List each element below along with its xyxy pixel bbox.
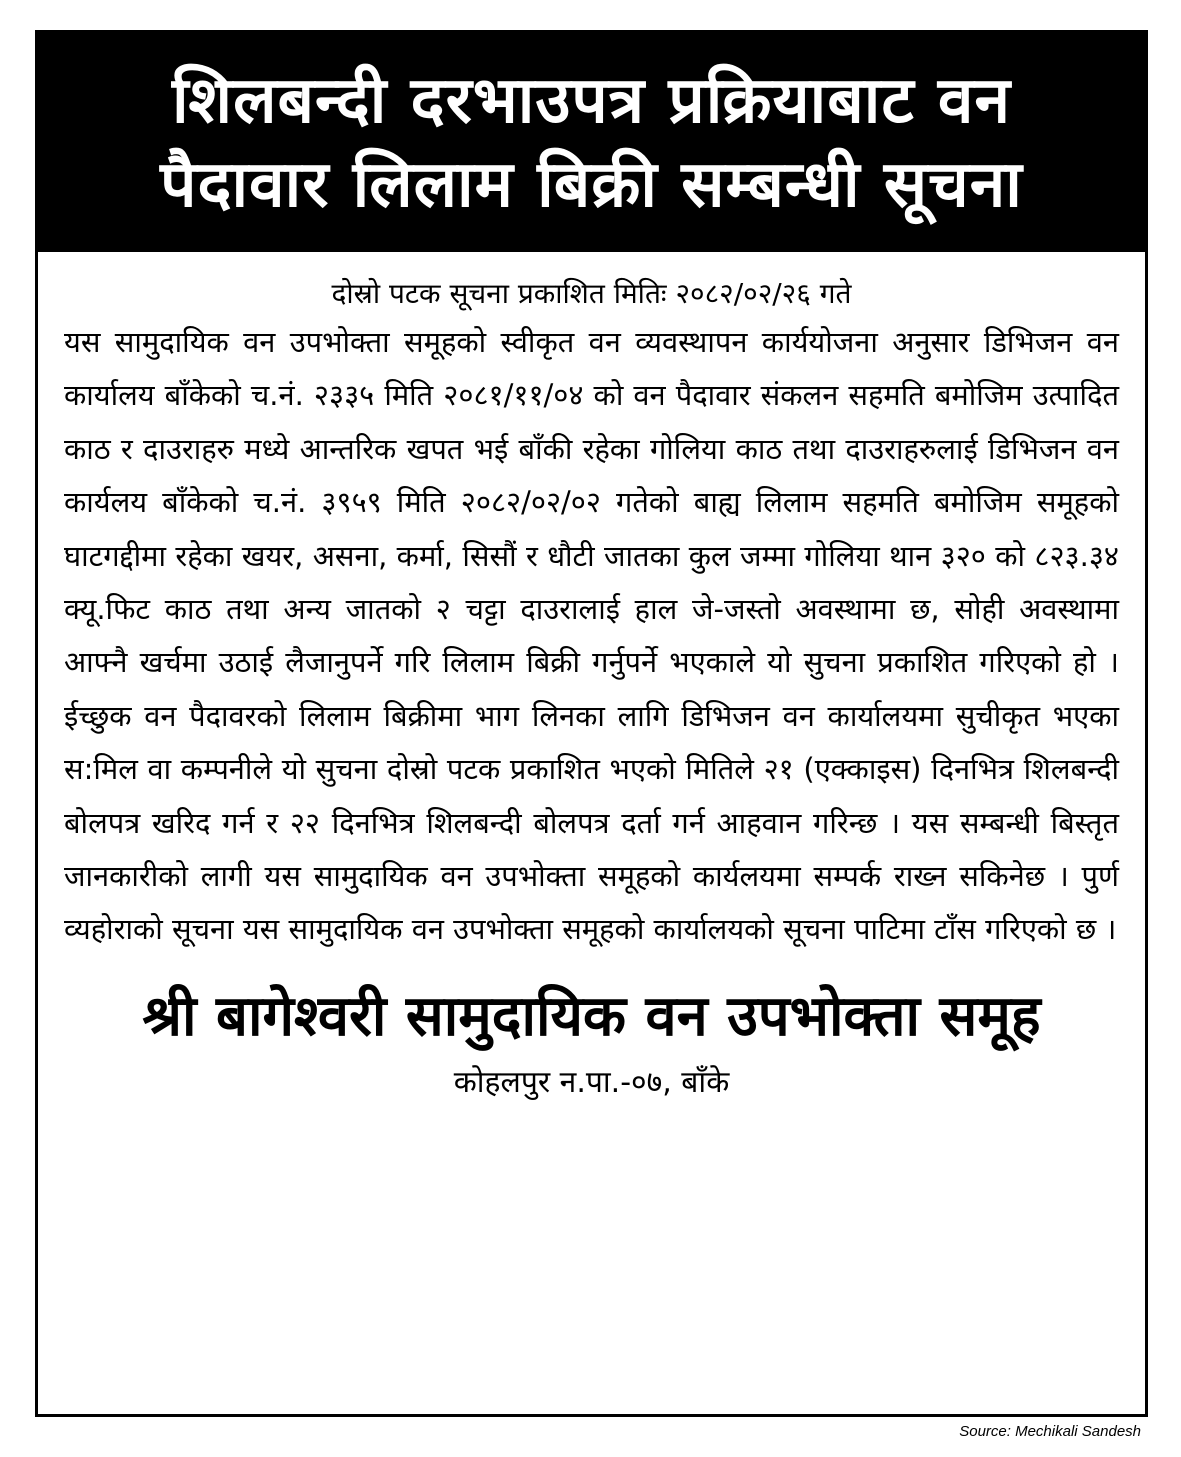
source-credit: Source: Mechikali Sandesh xyxy=(959,1423,1141,1440)
notice-title-line-2: पैदावार लिलाम बिक्री सम्बन्धी सूचना xyxy=(160,147,1023,222)
organization-address: कोहलपुर न.पा.-०७, बाँके xyxy=(453,1064,730,1100)
organization-name: श्री बागेश्वरी सामुदायिक वन उपभोक्ता समूह xyxy=(142,983,1041,1049)
notice-title-line-1: शिलबन्दी दरभाउपत्र प्रक्रियाबाट वन xyxy=(171,63,1011,138)
notice-body: यस सामुदायिक वन उपभोक्ता समूहको स्वीकृत वन व्यवस्थापन कार्ययोजना अनुसार डिभिजन वन कार्यालय बाँकेको च.नं. २३३५ मिति २०८१/११/०४ को वन पैदावार संकलन सहमति बमोजिम उत्पादित काठ र दाउराहरु मध्ये आन्तरिक खपत भई बाँकी रहेका गोलिया काठ तथा दाउराहरुलाई डिभिजन वन कार्यलय बाँकेको च.नं. ३९५९ मिति २०८२/०२/०२ गतेको बाह्य लिलाम सहमति बमोजिम समूहको घाटगद्दीमा रहेका खयर, असना, कर्मा, सिसौं र धौटी जातका कुल जम्मा गोलिया थान ३२० को ८२३.३४ क्यू.फिट काठ तथा अन्य जातको २ चट्टा दाउरालाई हाल जे-जस्तो अवस्थामा छ, सोही अवस्थामा आफ्नै खर्चमा उठाई लैजानुपर्ने गरि लिलाम बिक्री गर्नुपर्ने भएकाले यो सुचना प्रकाशित गरिएको हो । ईच्छुक वन पैदावरको लिलाम बिक्रीमा भाग लिनका लागि डिभिजन वन कार्यालयमा सुचीकृत भएका स:मिल वा कम्पनीले यो सुचना दोस्रो पटक प्रकाशित भएको मितिले २१ (एक्काइस) दिनभित्र शिलबन्दी बोलपत्र खरिद गर्न र २२ दिनभित्र शिलबन्दी बोलपत्र दर्ता गर्न आहवान गरिन्छ । यस सम्बन्धी बिस्तृत जानकारीको लागी यस सामुदायिक वन उपभोक्ता समूहको कार्यलयमा सम्पर्क राख्न सकिनेछ । पुर्ण व्यहोराको सूचना यस सामुदायिक वन उपभोक्ता समूहको कार्यालयको सूचना पाटिमा टाँस गरिएको छ । xyxy=(64,325,1119,947)
notice-header xyxy=(38,33,1145,252)
notice-box xyxy=(35,30,1148,1417)
publish-date: दोस्रो पटक सूचना प्रकाशित मितिः २०८२/०२/२६ गते xyxy=(331,277,852,310)
